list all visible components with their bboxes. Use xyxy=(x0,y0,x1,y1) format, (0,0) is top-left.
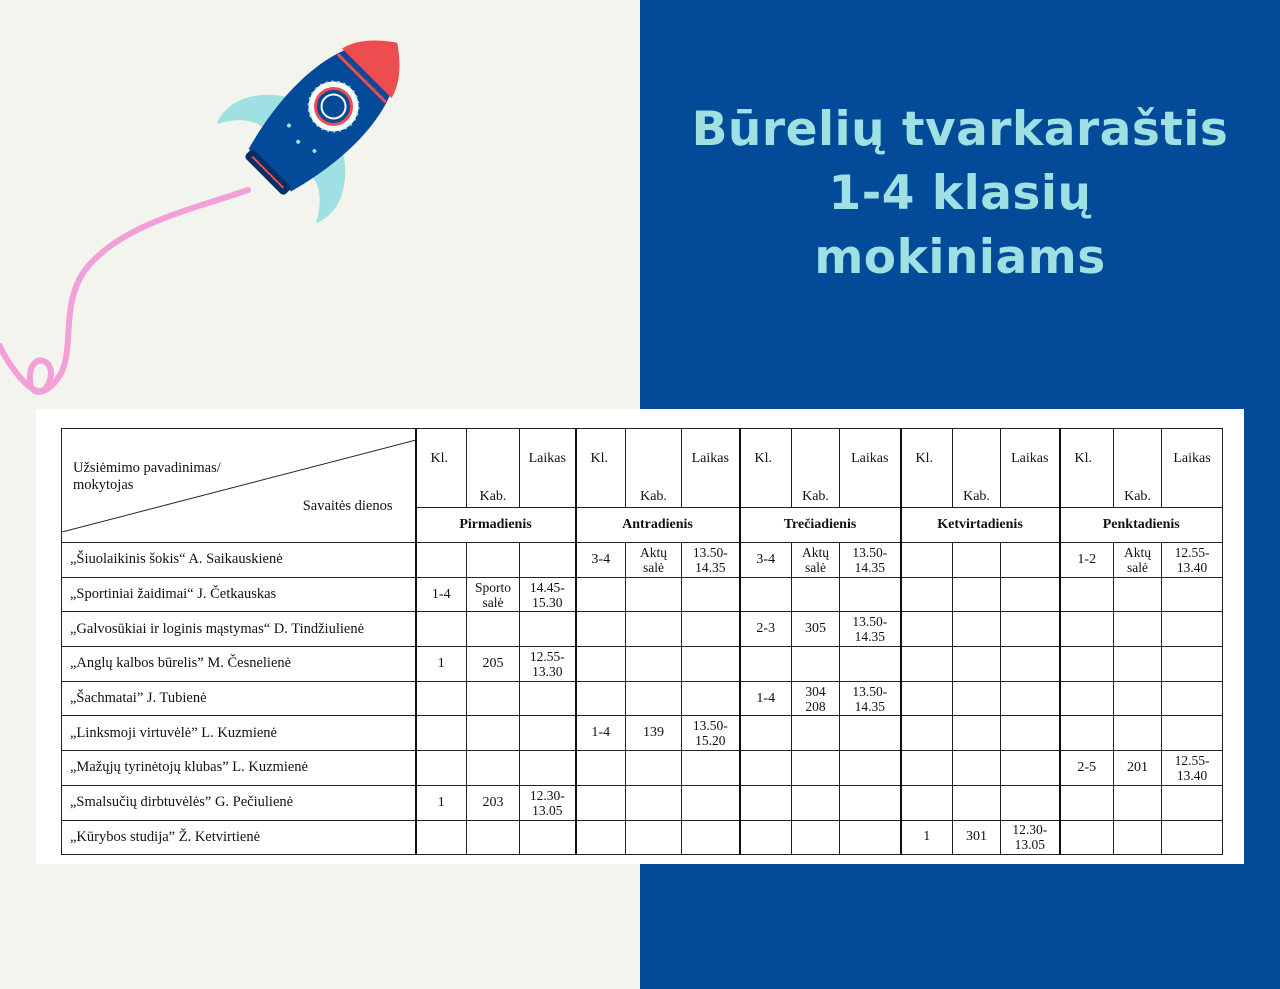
time-cell xyxy=(682,647,740,682)
activity-name: „Kūrybos studija” Ž. Ketvirtienė xyxy=(62,820,416,855)
class-cell xyxy=(576,785,626,820)
class-cell xyxy=(901,612,953,647)
title-line-2: 1-4 klasių xyxy=(828,166,1092,221)
time-text: 12.55- 13.30 xyxy=(529,648,565,679)
room-cell xyxy=(792,751,840,786)
time-cell xyxy=(1001,785,1060,820)
room-cell xyxy=(1114,716,1162,751)
time-cell xyxy=(1001,612,1060,647)
rocket-icon xyxy=(0,30,430,410)
day-header: Trečiadienis xyxy=(740,508,901,543)
class-cell: 1-4 xyxy=(416,577,467,612)
class-cell xyxy=(740,577,792,612)
time-cell xyxy=(682,577,740,612)
room-cell xyxy=(953,785,1001,820)
table-row xyxy=(62,716,1223,751)
activity-name: „Sportiniai žaidimai“ J. Četkauskas xyxy=(62,577,416,612)
time-cell xyxy=(840,716,901,751)
time-cell xyxy=(840,785,901,820)
class-cell xyxy=(1060,681,1114,716)
class-cell: 1 xyxy=(901,820,953,855)
room-cell: 301 xyxy=(953,820,1001,855)
laikas-header: Laikas xyxy=(682,429,740,508)
class-cell: 1-2 xyxy=(1060,543,1114,578)
corner-label-top: Užsiėmimo pavadinimas/ xyxy=(73,459,221,476)
room-cell xyxy=(467,716,520,751)
room-cell xyxy=(953,647,1001,682)
time-cell xyxy=(1001,577,1060,612)
time-cell xyxy=(840,612,901,647)
class-cell xyxy=(1060,577,1114,612)
room-cell xyxy=(1114,647,1162,682)
class-cell xyxy=(576,577,626,612)
room-cell xyxy=(467,577,520,612)
time-cell xyxy=(840,577,901,612)
class-cell xyxy=(576,681,626,716)
time-cell xyxy=(840,681,901,716)
table-row xyxy=(62,543,1223,578)
time-cell xyxy=(1001,716,1060,751)
corner-label-top2: mokytojas xyxy=(73,476,134,493)
room-cell xyxy=(626,647,682,682)
class-cell xyxy=(740,716,792,751)
class-cell xyxy=(901,751,953,786)
room-cell: 205 xyxy=(467,647,520,682)
time-cell xyxy=(1001,681,1060,716)
table-row xyxy=(62,751,1223,786)
activity-name: „Smalsučių dirbtuvėlės” G. Pečiulienė xyxy=(62,785,416,820)
corner-label-bottom: Savaitės dienos xyxy=(302,497,393,514)
time-text: 13.50- 15.20 xyxy=(692,718,728,749)
time-cell xyxy=(682,681,740,716)
time-text: 12.30- 13.05 xyxy=(1012,822,1048,853)
schedule-table xyxy=(61,428,1223,855)
class-cell xyxy=(416,820,467,855)
room-cell: 305 xyxy=(792,612,840,647)
time-cell xyxy=(682,612,740,647)
activity-name: „Galvosūkiai ir loginis mąstymas“ D. Tindžiulienė xyxy=(62,612,416,647)
kl-header: Kl. xyxy=(901,429,953,508)
room-cell xyxy=(467,820,520,855)
room-text: Aktų salė xyxy=(640,544,667,575)
time-cell xyxy=(520,577,576,612)
room-cell xyxy=(792,785,840,820)
schedule-sheet xyxy=(36,409,1244,864)
time-cell xyxy=(1001,543,1060,578)
room-cell xyxy=(626,820,682,855)
room-cell: 203 xyxy=(467,785,520,820)
table-row xyxy=(62,612,1223,647)
class-cell xyxy=(1060,716,1114,751)
time-text: 12.55- 13.40 xyxy=(1174,544,1210,575)
class-cell: 2-3 xyxy=(740,612,792,647)
time-cell xyxy=(520,543,576,578)
room-cell xyxy=(467,681,520,716)
room-cell xyxy=(953,612,1001,647)
room-text: 304 208 xyxy=(805,683,826,714)
class-cell xyxy=(740,647,792,682)
time-cell xyxy=(1162,612,1223,647)
kl-header: Kl. xyxy=(740,429,792,508)
class-cell: 1 xyxy=(416,647,467,682)
time-cell xyxy=(682,543,740,578)
class-cell: 1 xyxy=(416,785,467,820)
room-text: Sporto salė xyxy=(474,579,511,610)
laikas-header: Laikas xyxy=(1162,429,1223,508)
kab-header: Kab. xyxy=(626,429,682,508)
class-cell xyxy=(416,543,467,578)
time-text: 13.50- 14.35 xyxy=(852,683,888,714)
class-cell xyxy=(740,751,792,786)
room-cell xyxy=(626,577,682,612)
time-cell xyxy=(682,716,740,751)
page-title xyxy=(640,98,1280,290)
room-cell xyxy=(1114,543,1162,578)
room-cell xyxy=(467,543,520,578)
table-row xyxy=(62,785,1223,820)
class-cell xyxy=(901,647,953,682)
time-cell xyxy=(1162,681,1223,716)
room-cell xyxy=(792,820,840,855)
table-row xyxy=(62,577,1223,612)
room-cell xyxy=(953,681,1001,716)
time-cell xyxy=(1162,543,1223,578)
class-cell xyxy=(901,543,953,578)
class-cell xyxy=(901,681,953,716)
room-cell xyxy=(953,716,1001,751)
time-text: 14.45- 15.30 xyxy=(529,579,565,610)
day-header: Ketvirtadienis xyxy=(901,508,1060,543)
time-text: 13.50- 14.35 xyxy=(852,614,888,645)
activity-name: „Mažųjų tyrinėtojų klubas” L. Kuzmienė xyxy=(62,751,416,786)
table-row xyxy=(62,647,1223,682)
room-cell xyxy=(467,751,520,786)
time-cell xyxy=(520,681,576,716)
kab-header: Kab. xyxy=(792,429,840,508)
room-cell xyxy=(1114,681,1162,716)
class-cell xyxy=(416,681,467,716)
class-cell xyxy=(901,577,953,612)
class-cell xyxy=(416,716,467,751)
class-cell xyxy=(901,716,953,751)
activity-name: „Linksmoji virtuvėlė” L. Kuzmienė xyxy=(62,716,416,751)
laikas-header: Laikas xyxy=(840,429,901,508)
time-cell xyxy=(520,612,576,647)
room-cell xyxy=(953,751,1001,786)
time-cell xyxy=(840,820,901,855)
table-row xyxy=(62,820,1223,855)
room-cell xyxy=(953,577,1001,612)
title-line-3: mokiniams xyxy=(814,230,1106,285)
class-cell xyxy=(576,647,626,682)
day-header: Antradienis xyxy=(576,508,740,543)
title-line-1: Būrelių tvarkaraštis xyxy=(691,102,1229,157)
class-cell xyxy=(416,612,467,647)
kl-header: Kl. xyxy=(576,429,626,508)
time-cell xyxy=(1001,820,1060,855)
class-cell: 1-4 xyxy=(576,716,626,751)
room-cell xyxy=(626,543,682,578)
time-cell xyxy=(520,820,576,855)
room-cell xyxy=(626,785,682,820)
room-cell xyxy=(626,612,682,647)
class-cell xyxy=(576,751,626,786)
time-text: 13.50- 14.35 xyxy=(692,544,728,575)
time-cell xyxy=(1162,716,1223,751)
class-cell: 2-5 xyxy=(1060,751,1114,786)
room-cell xyxy=(792,543,840,578)
time-text: 12.55- 13.40 xyxy=(1174,752,1210,783)
day-header: Penktadienis xyxy=(1060,508,1223,543)
room-cell: 139 xyxy=(626,716,682,751)
class-cell xyxy=(1060,612,1114,647)
room-text: Aktų salė xyxy=(1124,544,1151,575)
corner-header-cell xyxy=(62,429,416,543)
room-cell xyxy=(626,751,682,786)
time-cell xyxy=(1162,647,1223,682)
room-cell xyxy=(1114,612,1162,647)
time-cell xyxy=(682,751,740,786)
kl-header: Kl. xyxy=(1060,429,1114,508)
kab-header: Kab. xyxy=(1114,429,1162,508)
activity-name: „Šiuolaikinis šokis“ A. Saikauskienė xyxy=(62,543,416,578)
kab-header: Kab. xyxy=(953,429,1001,508)
time-cell xyxy=(840,647,901,682)
time-cell xyxy=(520,647,576,682)
class-cell xyxy=(740,820,792,855)
room-cell xyxy=(792,681,840,716)
time-cell xyxy=(682,785,740,820)
class-cell xyxy=(576,820,626,855)
time-cell xyxy=(520,716,576,751)
time-cell xyxy=(1162,785,1223,820)
class-cell xyxy=(901,785,953,820)
class-cell: 3-4 xyxy=(576,543,626,578)
time-cell xyxy=(1162,820,1223,855)
room-cell xyxy=(1114,820,1162,855)
room-cell xyxy=(792,647,840,682)
class-cell xyxy=(1060,820,1114,855)
time-cell xyxy=(682,820,740,855)
time-cell xyxy=(520,785,576,820)
class-cell xyxy=(740,785,792,820)
class-cell xyxy=(416,751,467,786)
room-cell xyxy=(1114,785,1162,820)
room-text: Aktų salė xyxy=(802,544,829,575)
table-row xyxy=(62,681,1223,716)
day-header: Pirmadienis xyxy=(416,508,576,543)
room-cell xyxy=(792,577,840,612)
laikas-header: Laikas xyxy=(1001,429,1060,508)
class-cell xyxy=(576,612,626,647)
room-cell xyxy=(467,612,520,647)
room-cell xyxy=(792,716,840,751)
class-cell: 1-4 xyxy=(740,681,792,716)
kab-header: Kab. xyxy=(467,429,520,508)
time-cell xyxy=(1162,577,1223,612)
activity-name: „Anglų kalbos būrelis” M. Česnelienė xyxy=(62,647,416,682)
room-cell xyxy=(626,681,682,716)
laikas-header: Laikas xyxy=(520,429,576,508)
time-cell xyxy=(520,751,576,786)
time-cell xyxy=(840,543,901,578)
time-cell xyxy=(1162,751,1223,786)
time-text: 13.50- 14.35 xyxy=(852,544,888,575)
time-cell xyxy=(840,751,901,786)
class-cell xyxy=(1060,785,1114,820)
room-cell xyxy=(953,543,1001,578)
room-cell: 201 xyxy=(1114,751,1162,786)
time-cell xyxy=(1001,647,1060,682)
time-text: 12.30- 13.05 xyxy=(529,787,565,818)
activity-name: „Šachmatai” J. Tubienė xyxy=(62,681,416,716)
class-cell xyxy=(1060,647,1114,682)
class-cell: 3-4 xyxy=(740,543,792,578)
kl-header: Kl. xyxy=(416,429,467,508)
time-cell xyxy=(1001,751,1060,786)
room-cell xyxy=(1114,577,1162,612)
